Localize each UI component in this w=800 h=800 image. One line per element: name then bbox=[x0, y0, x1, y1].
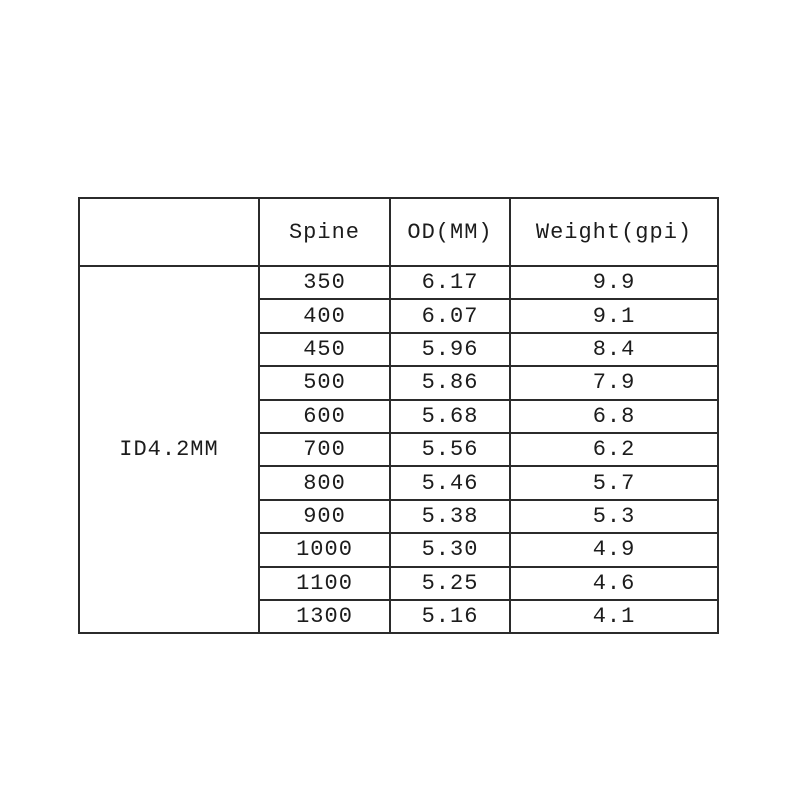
cell-od: 5.30 bbox=[390, 533, 510, 566]
cell-od: 5.96 bbox=[390, 333, 510, 366]
cell-spine: 1000 bbox=[259, 533, 390, 566]
cell-weight: 6.2 bbox=[510, 433, 718, 466]
header-cell-spine: Spine bbox=[259, 198, 390, 266]
cell-weight: 4.6 bbox=[510, 567, 718, 600]
cell-spine: 600 bbox=[259, 400, 390, 433]
cell-weight: 8.4 bbox=[510, 333, 718, 366]
cell-weight: 9.9 bbox=[510, 266, 718, 299]
cell-od: 5.56 bbox=[390, 433, 510, 466]
cell-weight: 4.1 bbox=[510, 600, 718, 633]
cell-weight: 4.9 bbox=[510, 533, 718, 566]
header-cell-weight: Weight(gpi) bbox=[510, 198, 718, 266]
cell-spine: 1300 bbox=[259, 600, 390, 633]
cell-weight: 6.8 bbox=[510, 400, 718, 433]
spec-table bbox=[78, 197, 719, 634]
table-row bbox=[79, 266, 718, 299]
header-cell-corner bbox=[79, 198, 259, 266]
cell-weight: 5.3 bbox=[510, 500, 718, 533]
cell-od: 6.17 bbox=[390, 266, 510, 299]
cell-spine: 450 bbox=[259, 333, 390, 366]
cell-spine: 1100 bbox=[259, 567, 390, 600]
header-cell-od: OD(MM) bbox=[390, 198, 510, 266]
cell-spine: 500 bbox=[259, 366, 390, 399]
cell-od: 5.46 bbox=[390, 466, 510, 499]
cell-weight: 9.1 bbox=[510, 299, 718, 332]
cell-od: 5.25 bbox=[390, 567, 510, 600]
cell-spine: 900 bbox=[259, 500, 390, 533]
cell-od: 5.38 bbox=[390, 500, 510, 533]
row-group-label: ID4.2MM bbox=[79, 266, 259, 633]
cell-spine: 700 bbox=[259, 433, 390, 466]
cell-od: 5.86 bbox=[390, 366, 510, 399]
cell-od: 6.07 bbox=[390, 299, 510, 332]
cell-weight: 7.9 bbox=[510, 366, 718, 399]
cell-spine: 800 bbox=[259, 466, 390, 499]
cell-od: 5.68 bbox=[390, 400, 510, 433]
cell-weight: 5.7 bbox=[510, 466, 718, 499]
cell-od: 5.16 bbox=[390, 600, 510, 633]
cell-spine: 400 bbox=[259, 299, 390, 332]
table-header-row bbox=[79, 198, 718, 266]
cell-spine: 350 bbox=[259, 266, 390, 299]
